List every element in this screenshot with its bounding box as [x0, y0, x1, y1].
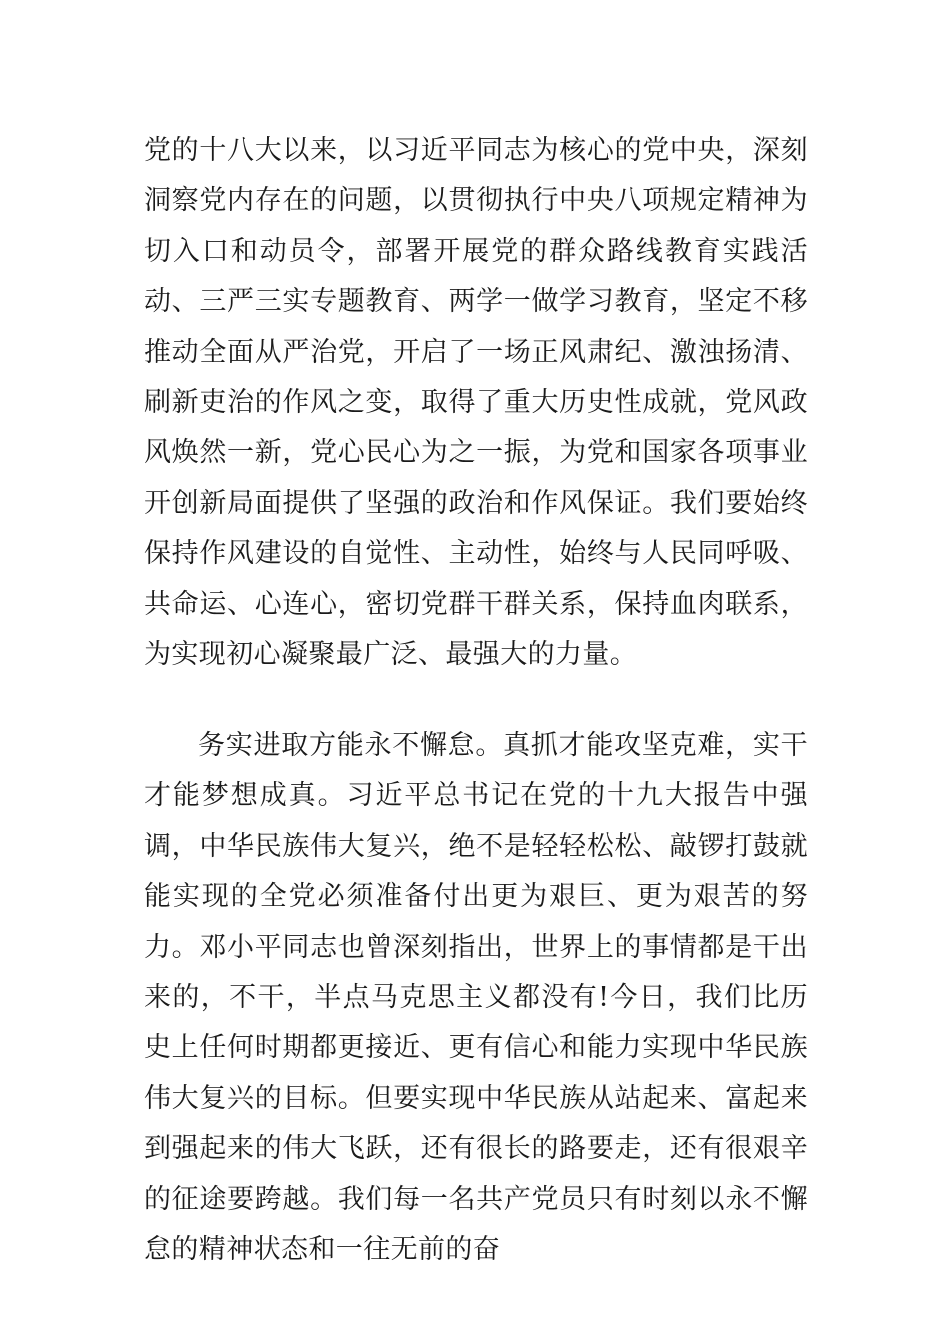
body-paragraph-1: 党的十八大以来，以习近平同志为核心的党中央，深刻洞察党内存在的问题，以贯彻执行中央八项规定精神为切入口和动员令，部署开展党的群众路线教育实践活动、三严三实专题教育、两学一做学习教育，坚定不移推动全面从严治党，开启了一场正风肃纪、激浊扬清、刷新吏治的作风之变，取得了重大历史性成就，党风政风焕然一新，党心民心为之一振，为党和国家各项事业开创新局面提供了坚强的政治和作风保证。我们要始终保持作风建设的自觉性、主动性，始终与人民同呼吸、共命运、心连心，密切党群干群关系，保持血肉联系，为实现初心凝聚最广泛、最强大的力量。	[144, 135, 808, 671]
body-paragraph-2: 务实进取方能永不懈怠。真抓才能攻坚克难，实干才能梦想成真。习近平总书记在党的十九大报告中强调，中华民族伟大复兴，绝不是轻轻松松、敲锣打鼓就能实现的全党必须准备付出更为艰巨、更为艰苦的努力。邓小平同志也曾深刻指出，世界上的事情都是干出来的，不干，半点马克思主义都没有!今日，我们比历史上任何时期都更接近、更有信心和能力实现中华民族伟大复兴的目标。但要实现中华民族从站起来、富起来到强起来的伟大飞跃，还有很长的路要走，还有很艰辛的征途要跨越。我们每一名共产党员只有时刻以永不懈怠的精神状态和一往无前的奋	[144, 730, 808, 1266]
